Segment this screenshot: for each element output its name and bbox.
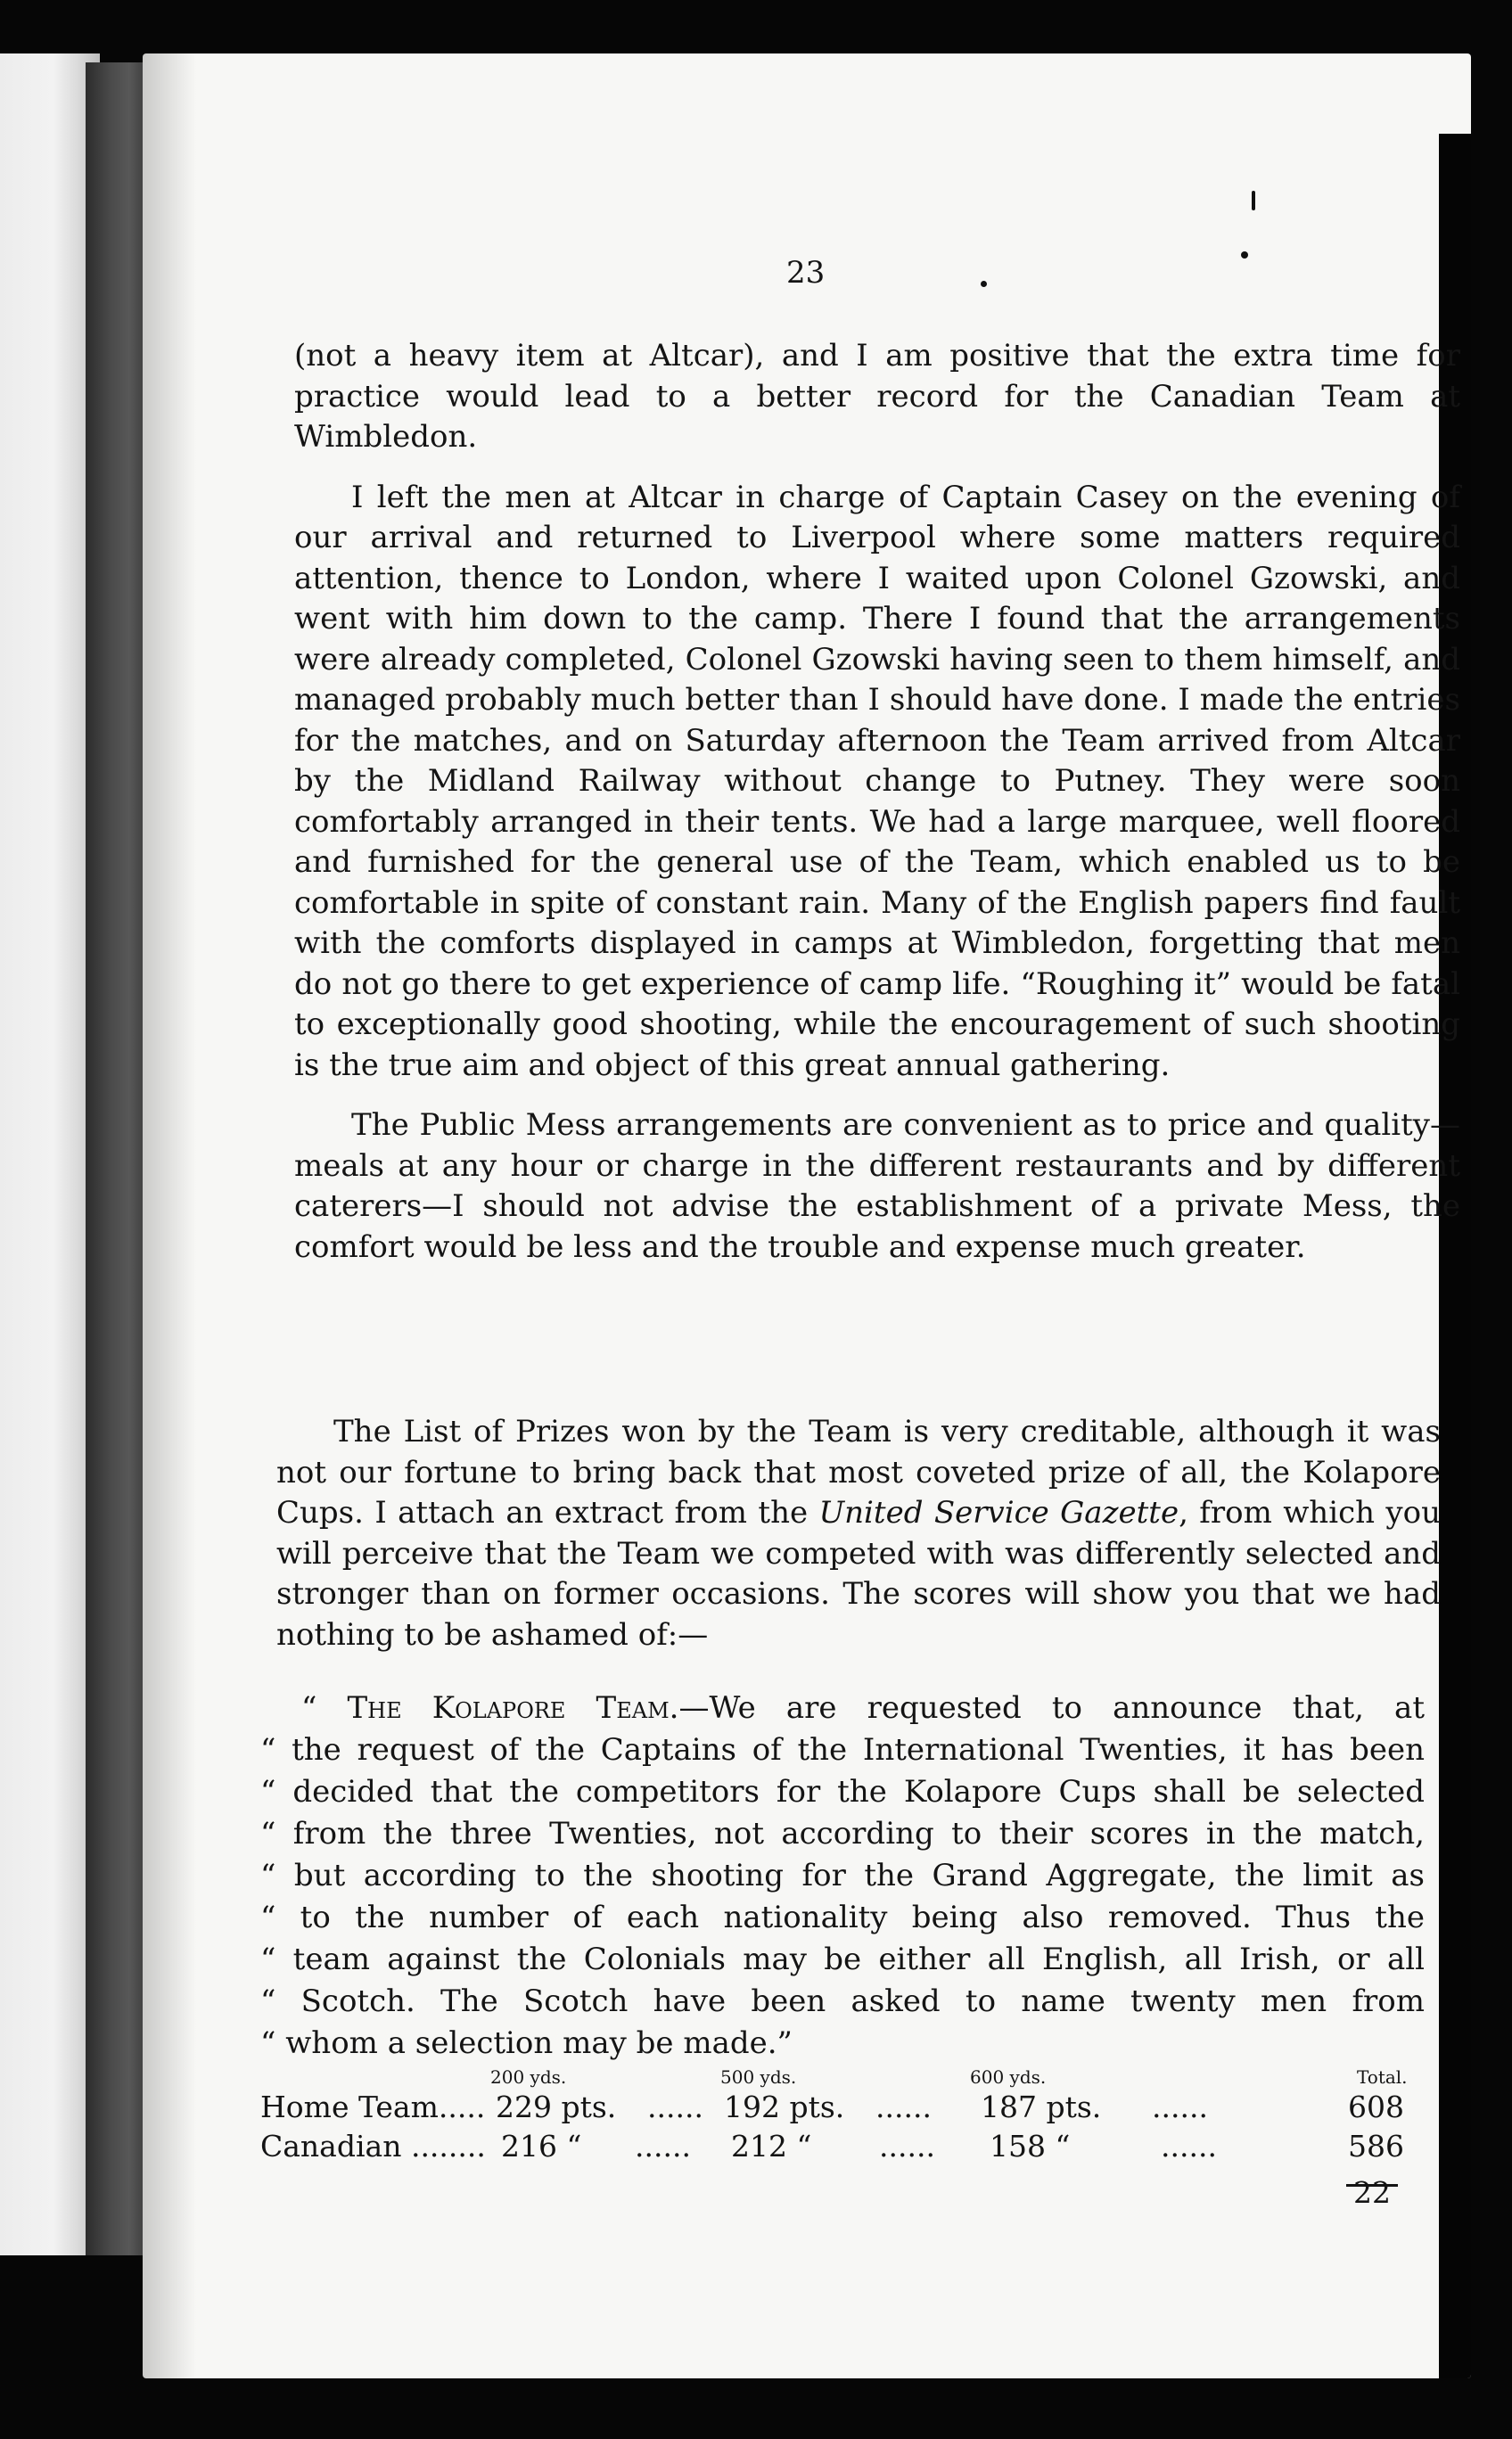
paragraph-prizes xyxy=(276,1412,1441,1655)
scan-speck xyxy=(981,281,987,287)
score-difference: 22 xyxy=(1353,2175,1391,2210)
header-600yds: 600 yds. xyxy=(970,2066,1047,2088)
gazette-title: United Service Gazette xyxy=(818,1495,1179,1531)
scan-speck xyxy=(1252,191,1255,210)
quote-line: “ to the number of each nationality being also removed. Thus the xyxy=(260,1900,1425,1935)
prizes-text-after: , from which you will perceive that the Team we competed with was differently selected and stronger than on former occasions. The scores will show you that we had nothing to be ashamed of:— xyxy=(276,1495,1441,1653)
quote-line: “ Scotch. The Scotch have been asked to name twenty men from xyxy=(260,1983,1425,2019)
dot-leader: ...... xyxy=(879,2129,935,2164)
paragraph-mess: The Public Mess arrangements are convenient as to price and quality—meals at any hour or charge in the different restaurants and by different caterers—I should not advise the establishment of a private Mess, the comfort would be less and the trouble and expense much greater. xyxy=(294,1107,1460,1265)
body-text xyxy=(294,336,1460,1287)
quote-first-line: —We are requested to announce that, at xyxy=(678,1690,1425,1726)
score-row-canadian xyxy=(260,2129,1439,2168)
paragraph-altcar: I left the men at Altcar in charge of Captain Casey on the evening of our arrival and returned to Liverpool where some matters required attention, thence to London, where I waited upon Colonel Gzowski, and went with him down to the camp. There I found that the arrangements were already completed, Colonel Gzowski having seen to them himself, and managed probably much better than I should have done. I made the entries for the matches, and on Saturday afternoon the Team arrived from Altcar by the Midland Railway without change to Putney. They were soon comfortably arranged in their tents. We had a large marquee, well floored and furnished for the general use of the Team, which enabled us to be comfortable in spite of constant rain. Many of the English papers find fault with the comforts displayed in camps at Wimbledon, forgetting that men do not go there to get experience of camp life. “Roughing it” would be fatal to exceptionally good shooting, while the encouragement of such shooting is the true aim and object of this great annual gathering. xyxy=(294,479,1460,1083)
header-total: Total. xyxy=(1357,2066,1408,2088)
dot-leader: ...... xyxy=(875,2090,932,2124)
header-200yds: 200 yds. xyxy=(490,2066,567,2088)
book-gutter xyxy=(86,62,148,2255)
quote-heading: “ The Kolapore Team. xyxy=(301,1690,679,1726)
dot-leader: ...... xyxy=(647,2090,703,2124)
kolapore-quote xyxy=(260,1688,1425,2065)
dot-leader: ...... xyxy=(1152,2090,1208,2124)
score-total: 586 xyxy=(1348,2129,1404,2164)
score-600: 158 “ xyxy=(990,2129,1071,2164)
quote-line: “ the request of the Captains of the International Twenties, it has been xyxy=(260,1732,1425,1768)
quote-line: “ from the three Twenties, not according to their scores in the match, xyxy=(260,1816,1425,1852)
page-number: 23 xyxy=(786,255,826,291)
score-200: 216 “ xyxy=(501,2129,582,2164)
quote-line: “ decided that the competitors for the Kolapore Cups shall be selected xyxy=(260,1774,1425,1810)
score-table-header xyxy=(260,2066,1439,2090)
score-table xyxy=(260,2066,1439,2214)
quote-line: “ team against the Colonials may be either all English, all Irish, or all xyxy=(260,1942,1425,1977)
header-500yds: 500 yds. xyxy=(720,2066,797,2088)
score-row-home xyxy=(260,2090,1439,2129)
prizes-text-before: The List of Prizes won by the Team is very creditable, although it was not our fortune to bring back that most coveted prize of all, the Kolapore Cups. I attach an extract from the xyxy=(276,1414,1441,1531)
dot-leader: ...... xyxy=(635,2129,691,2164)
team-name: Canadian ........ xyxy=(260,2129,486,2164)
score-total: 608 xyxy=(1348,2090,1404,2124)
score-difference-row xyxy=(260,2175,1439,2214)
scan-speck xyxy=(1241,251,1248,259)
score-600: 187 pts. xyxy=(981,2090,1102,2124)
paragraph-continuation: (not a heavy item at Altcar), and I am positive that the extra time for practice would lead to a better record for the Canadian Team at Wimbledon. xyxy=(294,338,1460,455)
score-500: 192 pts. xyxy=(724,2090,845,2124)
score-500: 212 “ xyxy=(731,2129,812,2164)
book-page xyxy=(143,53,1471,2378)
quote-line: “ but according to the shooting for the Grand Aggregate, the limit as xyxy=(260,1858,1425,1893)
quote-line-1 xyxy=(260,1688,1425,1729)
dot-leader: ...... xyxy=(1161,2129,1217,2164)
team-name: Home Team..... xyxy=(260,2090,486,2124)
score-200: 229 pts. xyxy=(496,2090,617,2124)
quote-line: “ whom a selection may be made.” xyxy=(260,2025,793,2061)
prizes-block xyxy=(276,1412,1441,1675)
